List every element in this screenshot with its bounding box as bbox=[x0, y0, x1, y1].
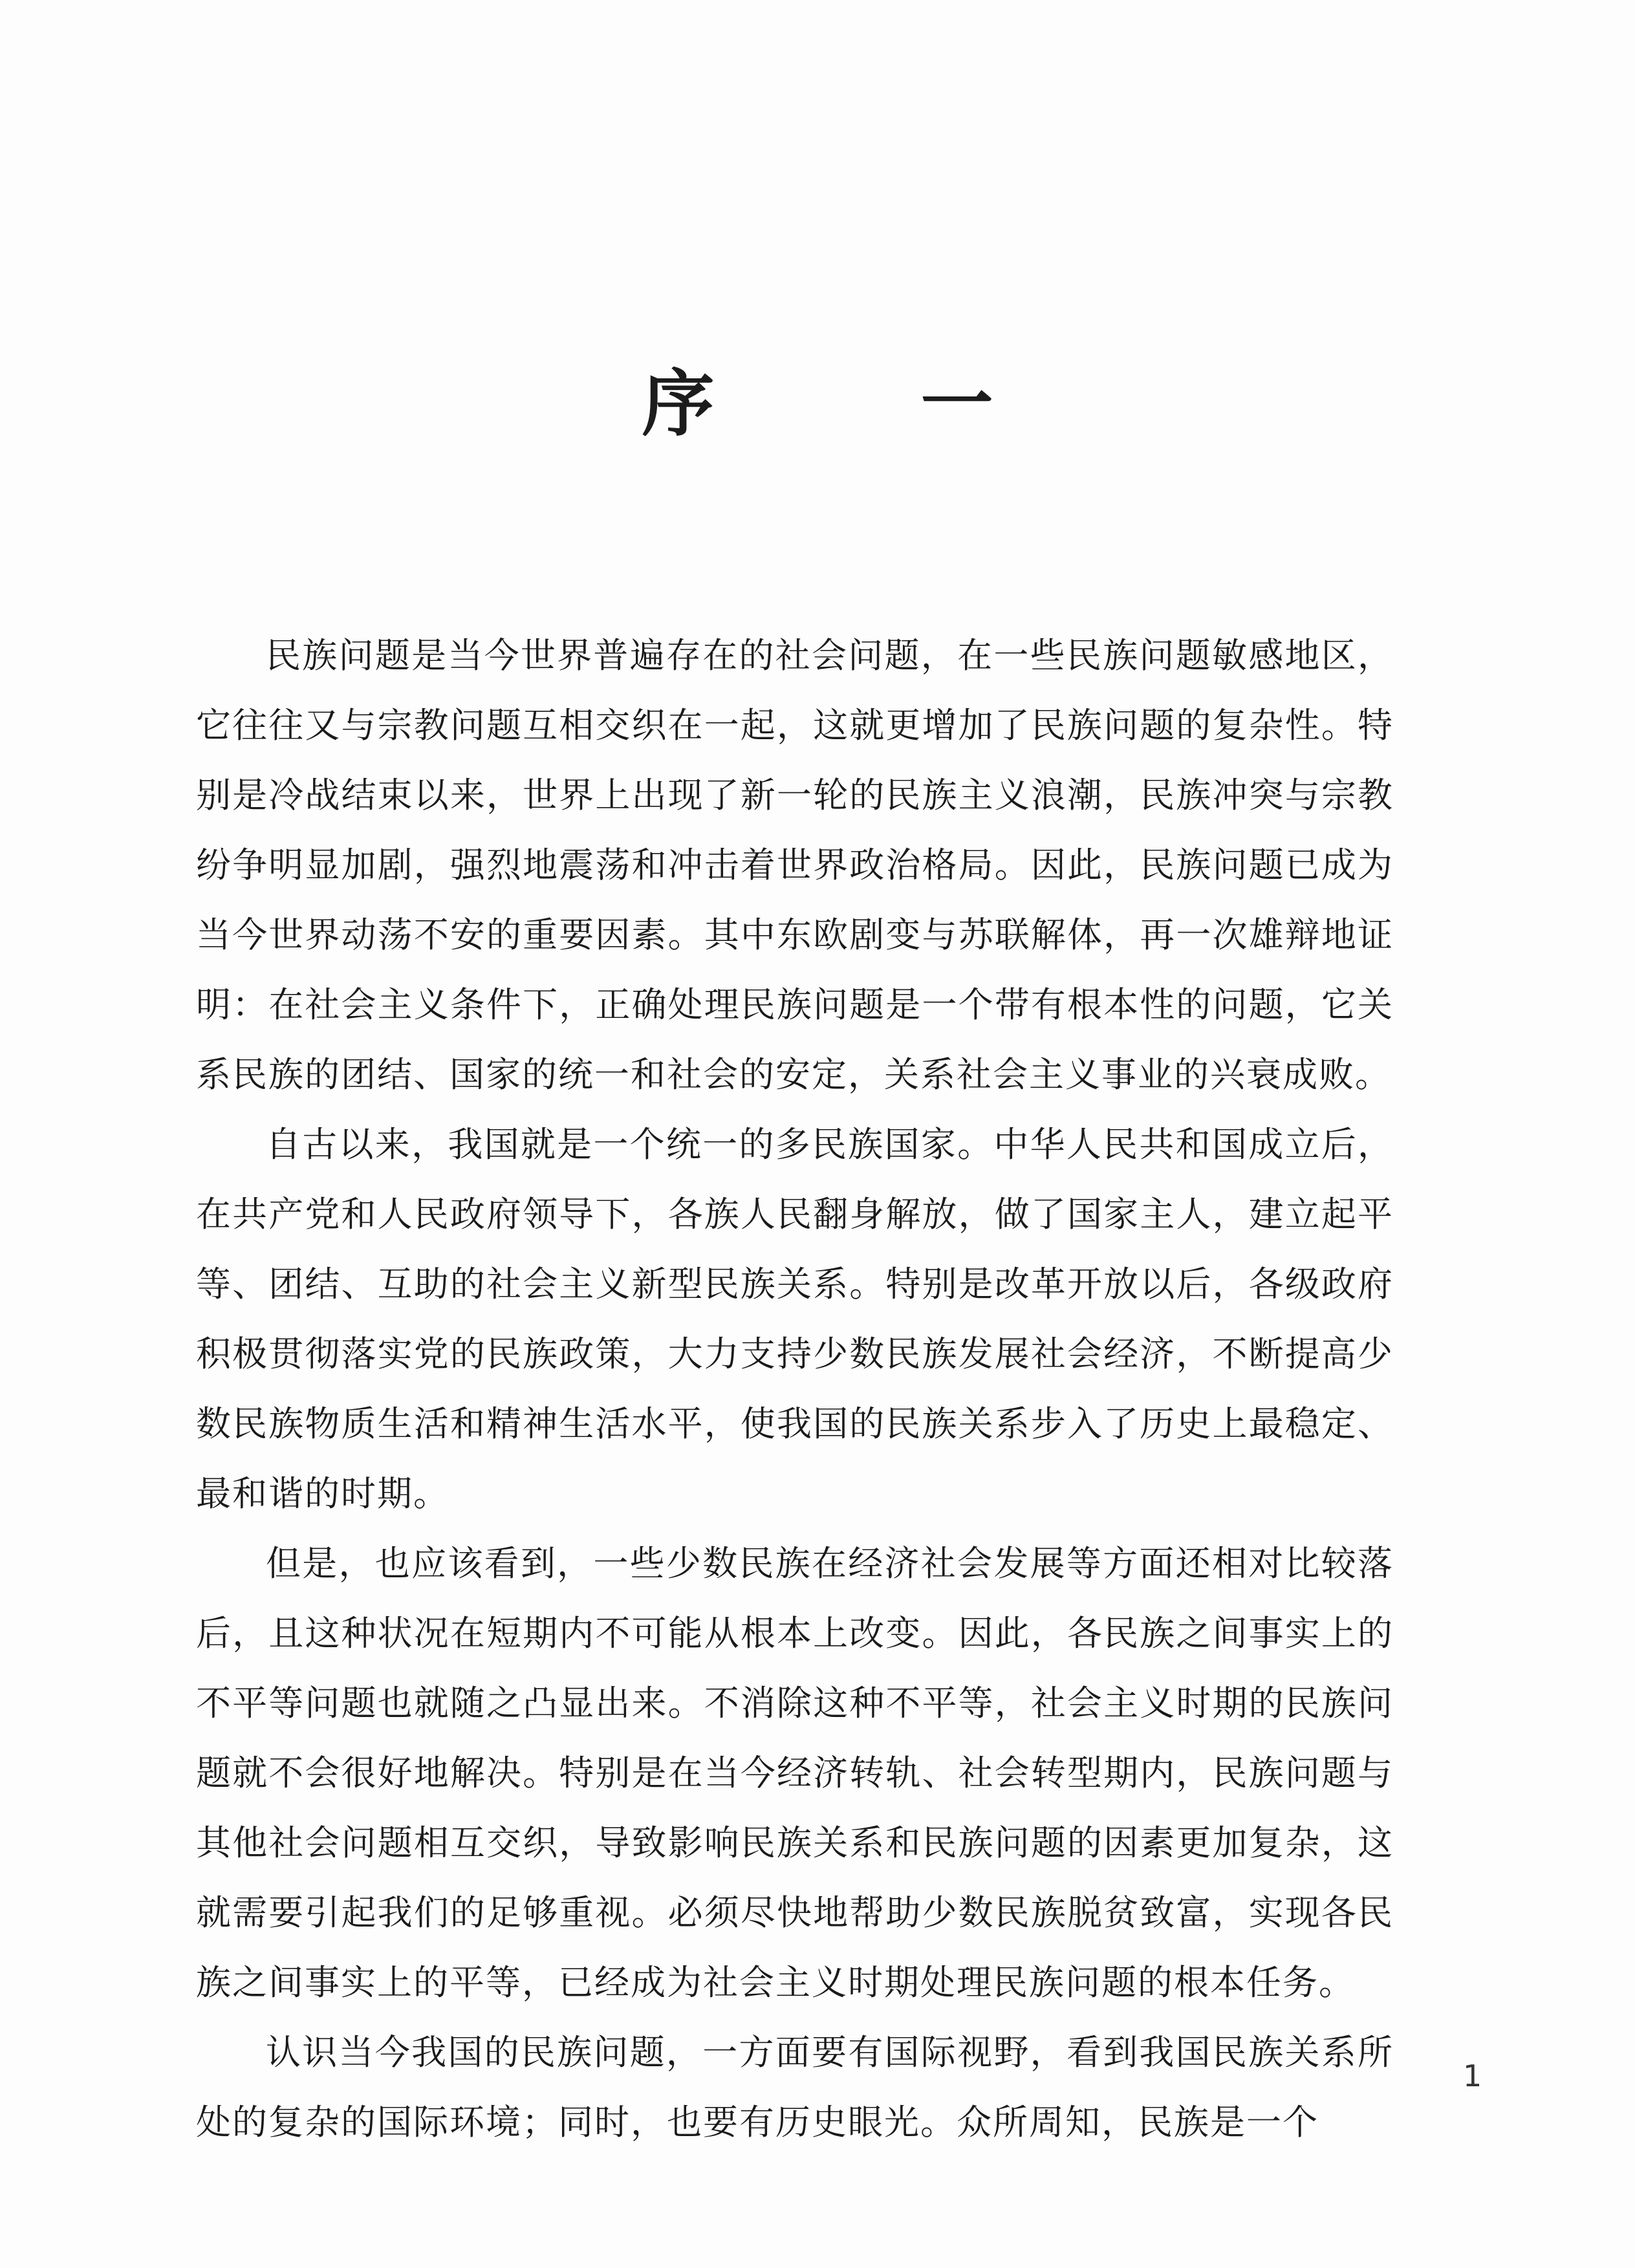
paragraph-1: 民族问题是当今世界普遍存在的社会问题，在一些民族问题敏感地区，它往往又与宗教问题互相交织在一起，这就更增加了民族问题的复杂性。特别是冷战结束以来，世界上出现了新一轮的民族主义浪潮，民族冲突与宗教纷争明显加剧，强烈地震荡和冲击着世界政治格局。因此，民族问题已成为当今世界动荡不安的重要因素。其中东欧剧变与苏联解体，再一次雄辩地证明：在社会主义条件下，正确处理民族问题是一个带有根本性的问题，它关系民族的团结、国家的统一和社会的安定，关系社会主义事业的兴衰成败。 bbox=[196, 635, 1394, 1095]
page-number: 1 bbox=[1463, 2058, 1482, 2093]
page-title: 序 一 bbox=[642, 362, 1084, 447]
paragraph-2: 自古以来，我国就是一个统一的多民族国家。中华人民共和国成立后，在共产党和人民政府领导下，各族人民翻身解放，做了国家主人，建立起平等、团结、互助的社会主义新型民族关系。特别是改革开放以后，各级政府积极贯彻落实党的民族政策，大力支持少数民族发展社会经济，不断提高少数民族物质生活和精神生活水平，使我国的民族关系步入了历史上最稳定、最和谐的时期。 bbox=[196, 1124, 1394, 1514]
body-text bbox=[196, 621, 1394, 2157]
paragraph-3: 但是，也应该看到，一些少数民族在经济社会发展等方面还相对比较落后，且这种状况在短期内不可能从根本上改变。因此，各民族之间事实上的不平等问题也就随之凸显出来。不消除这种不平等，社会主义时期的民族问题就不会很好地解决。特别是在当今经济转轨、社会转型期内，民族问题与其他社会问题相互交织，导致影响民族关系和民族问题的因素更加复杂，这就需要引起我们的足够重视。必须尽快地帮助少数民族脱贫致富，实现各民族之间事实上的平等，已经成为社会主义时期处理民族问题的根本任务。 bbox=[196, 1543, 1394, 2003]
paragraph-4: 认识当今我国的民族问题，一方面要有国际视野，看到我国民族关系所处的复杂的国际环境；同时，也要有历史眼光。众所周知，民族是一个 bbox=[196, 2032, 1394, 2143]
